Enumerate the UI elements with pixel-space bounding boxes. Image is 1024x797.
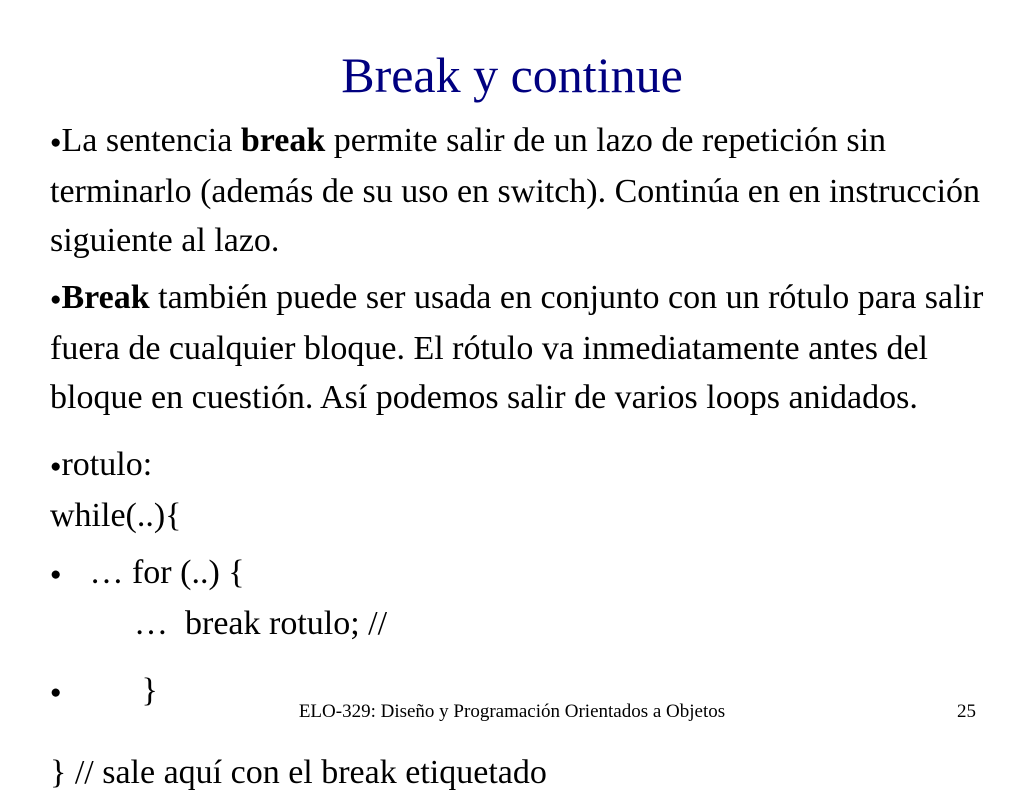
paragraph-text: permite salir de un lazo de repetición sin terminarlo (además de su uso en switch). Continúa en en instrucción siguiente al lazo. — [50, 122, 981, 259]
paragraph-text: La sentencia — [61, 122, 241, 159]
bullet-icon: ● — [50, 564, 62, 585]
code-text: … for (..) { — [89, 554, 245, 591]
code-line-cutoff: } // sale aquí con el break etiquetado — [50, 754, 547, 791]
keyword-break: Break — [61, 279, 150, 316]
code-example — [50, 440, 990, 540]
footer-page-number: 25 — [957, 701, 976, 722]
slide-content — [50, 116, 990, 725]
code-line-while: while(..){ — [50, 497, 182, 534]
code-line-for — [50, 548, 990, 599]
code-line-break: … break rotulo; // — [134, 605, 388, 642]
paragraph-text: también puede ser usada en conjunto con un rótulo para salir fuera de cualquier bloque. El rótulo va inmediatamente antes del bloque en cuestión. Así podemos salir de varios loops anidados. — [50, 279, 984, 416]
code-example-for — [50, 548, 990, 648]
footer-course-title: ELO-329: Diseño y Programación Orientados a Objetos — [298, 701, 726, 722]
code-text: } — [141, 672, 158, 709]
paragraph-break-label — [50, 273, 990, 422]
bullet-icon: ● — [50, 289, 62, 310]
code-line-label — [50, 440, 990, 491]
bullet-icon: ● — [50, 456, 62, 477]
code-text: rotulo: — [61, 446, 153, 483]
slide-title: Break y continue — [341, 47, 683, 103]
bullet-icon: ● — [50, 132, 62, 153]
keyword-break: break — [240, 122, 326, 159]
paragraph-break-intro — [50, 116, 990, 265]
bullet-icon: ● — [50, 682, 62, 703]
